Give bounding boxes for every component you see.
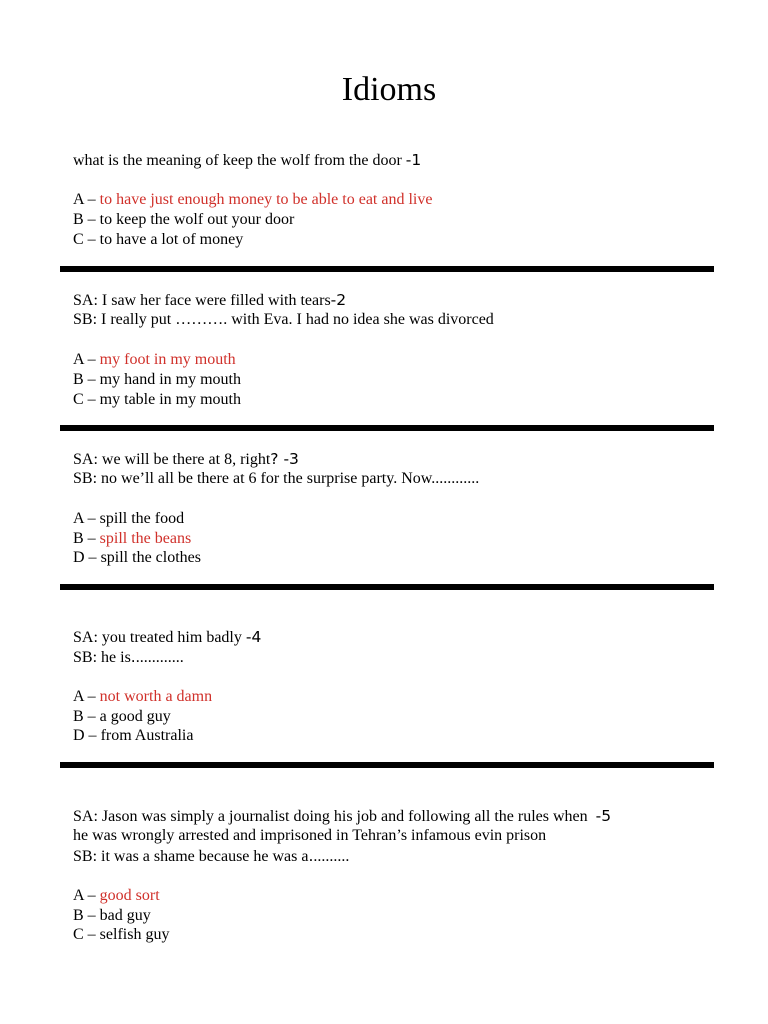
question-number: -4: [245, 628, 262, 646]
question-number: -2: [330, 291, 347, 309]
question-4: [73, 627, 261, 746]
prompt-text: SA: you treated him badly: [73, 629, 246, 646]
option-b: [73, 529, 479, 549]
question-2: [73, 290, 494, 410]
prompt-dot: .: [308, 847, 314, 865]
option-c: [73, 390, 494, 410]
question-prompt: [73, 290, 494, 310]
section-divider: [60, 425, 714, 431]
prompt-text: SB: no we’ll all be there at 6 for the surprise party. Now............: [73, 470, 480, 487]
question-1: [73, 150, 432, 250]
question-prompt-line: [73, 846, 611, 866]
option-text: bad guy: [99, 906, 151, 924]
option-b: [73, 906, 611, 926]
prompt-text: what is the meaning of keep the wolf from the door: [73, 152, 406, 169]
option-letter: C –: [73, 231, 100, 248]
option-letter: B –: [73, 371, 100, 388]
option-c: [73, 925, 611, 945]
question-5: [73, 806, 611, 945]
question-number: -3: [283, 450, 299, 468]
option-text: selfish guy: [99, 926, 170, 943]
option-letter: B –: [73, 211, 100, 228]
section-divider: [60, 584, 714, 590]
option-b: [73, 210, 432, 230]
question-prompt-line: [73, 647, 261, 667]
question-prompt-line: [73, 826, 611, 846]
option-text-correct: not worth a damn: [99, 688, 213, 705]
prompt-text: SB: I really put ………. with Eva. I had no idea she was divorced: [73, 311, 494, 328]
option-a: [73, 886, 611, 906]
option-text: my table in my mouth: [99, 391, 241, 408]
prompt-text: SA: Jason was simply a journalist doing his job and following all the rules when: [73, 808, 596, 825]
option-text: spill the clothes: [100, 549, 201, 566]
option-text-correct: to have just enough money to be able to eat and live: [99, 191, 433, 208]
option-text: to have a lot of money: [99, 231, 244, 248]
prompt-dot: .: [130, 648, 136, 666]
option-letter: A –: [73, 351, 100, 368]
option-letter: A –: [73, 887, 100, 904]
option-d: [73, 548, 479, 568]
option-letter: A –: [73, 688, 100, 705]
option-text-correct: good sort: [99, 887, 160, 904]
question-prompt: [73, 806, 611, 826]
section-divider: [60, 266, 714, 272]
option-text: from Australia: [100, 727, 194, 744]
prompt-text: SA: I saw her face were filled with tears: [73, 292, 331, 309]
question-mark: ?: [270, 450, 284, 468]
option-text: spill the food: [99, 510, 185, 527]
option-c: [73, 230, 432, 250]
option-b: [73, 370, 494, 390]
prompt-text: SA: we will be there at 8, right: [73, 451, 271, 468]
option-letter: D –: [73, 549, 101, 566]
option-letter: A –: [73, 510, 100, 527]
option-text: to keep the wolf out your door: [99, 211, 295, 228]
prompt-text: SB: it was a shame because he was a: [73, 848, 309, 865]
prompt-text: he was wrongly arrested and imprisoned in Tehran’s infamous evin prison: [73, 827, 547, 844]
page-title: Idioms: [341, 71, 437, 108]
prompt-blank: ............: [135, 649, 184, 666]
option-letter: B –: [73, 906, 100, 924]
option-text-correct: my foot in my mouth: [99, 351, 236, 368]
option-letter: B –: [73, 529, 100, 547]
prompt-blank: .........: [313, 848, 350, 865]
question-prompt-line: [73, 310, 494, 330]
option-a: [73, 687, 261, 707]
question-prompt-line: [73, 469, 479, 489]
option-a: [73, 190, 432, 210]
option-letter: C –: [73, 926, 100, 943]
option-letter: A –: [73, 191, 100, 208]
prompt-text: SB: he is: [73, 649, 131, 666]
option-d: [73, 726, 261, 746]
option-letter: B –: [73, 707, 100, 725]
option-a: [73, 509, 479, 529]
option-text: a good guy: [99, 707, 171, 725]
option-letter: D –: [73, 727, 101, 744]
option-letter: C –: [73, 391, 100, 408]
option-text-correct: spill the beans: [99, 529, 192, 547]
question-prompt: [73, 449, 479, 469]
question-3: [73, 449, 479, 568]
option-text: my hand in my mouth: [99, 371, 241, 388]
question-number: -1: [405, 151, 422, 169]
question-prompt: [73, 627, 261, 647]
option-b: [73, 707, 261, 727]
question-number: -5: [595, 807, 612, 825]
section-divider: [60, 762, 714, 768]
option-a: [73, 350, 494, 370]
question-prompt: [73, 150, 432, 170]
